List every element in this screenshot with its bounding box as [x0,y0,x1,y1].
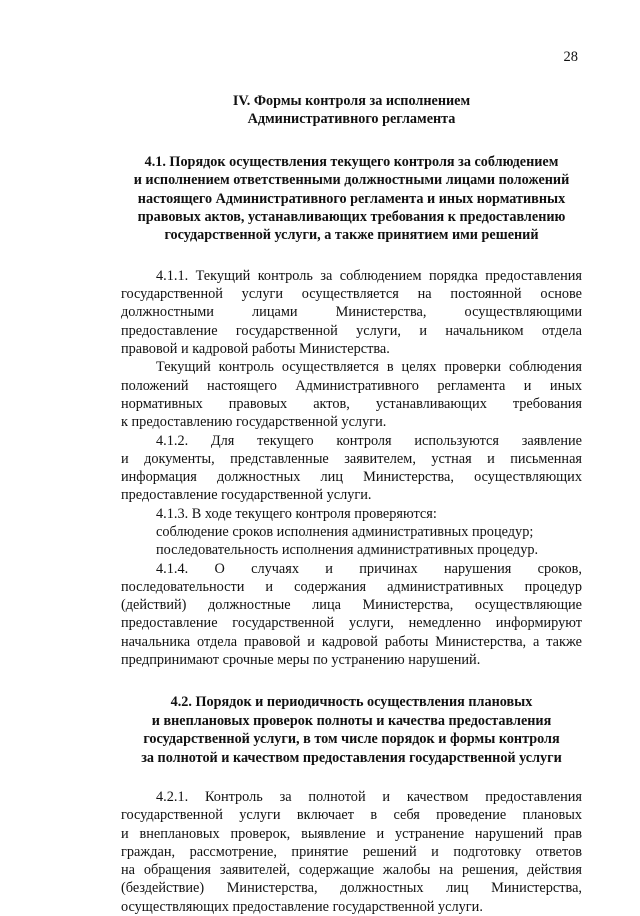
document-body [121,92,582,916]
text-line: предоставление государственной услуги, немедленно информируют [121,615,582,632]
text-line: и внеплановых проверок, выявление и устранение нарушений прав [121,825,582,842]
paragraph-sequence-check [121,541,582,559]
text-line: положений настоящего Административного регламента и иных [121,377,582,394]
heading-line: государственной услуги, в том числе порядок и формы контроля [143,731,560,748]
text-line: государственной услуги осуществляется на постоянной основе [121,286,582,303]
text-line: граждан, рассмотрение, принятие решений и подготовку ответов [121,843,582,860]
text-line: последовательность исполнения административных процедур. [156,542,539,559]
text-line: соблюдение сроков исполнения административных процедур; [156,524,534,540]
text-line: последовательности и содержания административных процедур [121,578,582,595]
subsection-heading-4-1 [121,153,582,245]
text-line: государственной услуги включает в себя проведение плановых [121,807,582,824]
paragraph-deadline-check [121,523,582,541]
heading-line: государственной услуги, а также принятием ими решений [164,227,539,244]
heading-line: и внеплановых проверок полноты и качества предоставления [151,712,552,729]
text-line: предоставление государственной услуги. [121,487,372,504]
paragraph-current-control-purpose [121,358,582,431]
heading-line: 4.1. Порядок осуществления текущего контроля за соблюдением [144,153,559,170]
text-line: 4.2.1. Контроль за полнотой и качеством предоставления [156,789,582,805]
paragraph-4-2-1 [121,788,582,916]
text-line: осуществляющих предоставление государственной услуги. [121,898,483,915]
text-line: начальника отдела правовой и кадровой работы Министерства, а также [121,633,582,650]
text-line: 4.1.4. О случаях и причинах нарушения сроков, [156,560,582,577]
heading-line: IV. Формы контроля за исполнением [232,93,471,109]
text-line: 4.1.3. В ходе текущего контроля проверяются: [156,505,437,522]
text-line: должностными лицами Министерства, осуществляющими [121,304,582,321]
text-line: 4.1.1. Текущий контроль за соблюдением порядка предоставления [156,267,582,284]
text-line: предоставление государственной услуги, и начальником отдела [121,322,582,339]
text-line: предпринимают срочные меры по устранению нарушений. [121,652,481,669]
paragraph-4-1-3 [121,505,582,523]
text-line: (действий) должностные лица Министерства, осуществляющие [121,597,582,614]
text-line: на обращения заявителей, содержащие жалобы на решения, действия [121,862,582,879]
section-heading [121,92,582,129]
heading-line: за полнотой и качеством предоставления государственной услуги [141,749,562,766]
text-line: правовой и кадровой работы Министерства. [121,341,390,358]
text-line: информация должностных лиц Министерства, осуществляющих [121,469,582,486]
text-line: Текущий контроль осуществляется в целях проверки соблюдения [156,359,582,376]
heading-line: и исполнением ответственными должностными лицами положений [133,172,570,189]
paragraph-4-1-1 [121,267,582,358]
paragraph-4-1-4 [121,560,582,670]
heading-line: 4.2. Порядок и периодичность осуществления плановых [170,694,533,711]
text-line: и документы, представленные заявителем, устная и письменная [121,450,582,467]
text-line: (бездействие) Министерства, должностных лиц Министерства, [121,880,582,897]
heading-line: настоящего Административного регламента и иных нормативных [137,190,566,207]
heading-line: правовых актов, устанавливающих требования к предоставлению [137,209,566,226]
page-number: 28 [563,49,578,65]
text-line: 4.1.2. Для текущего контроля используются заявление [156,432,582,449]
paragraph-4-1-2 [121,432,582,505]
text-line: нормативных правовых актов, устанавливающих требования [121,395,582,412]
subsection-heading-4-2 [121,693,582,767]
text-line: к предоставлению государственной услуги. [121,414,387,431]
heading-line: Административного регламента [247,111,456,128]
